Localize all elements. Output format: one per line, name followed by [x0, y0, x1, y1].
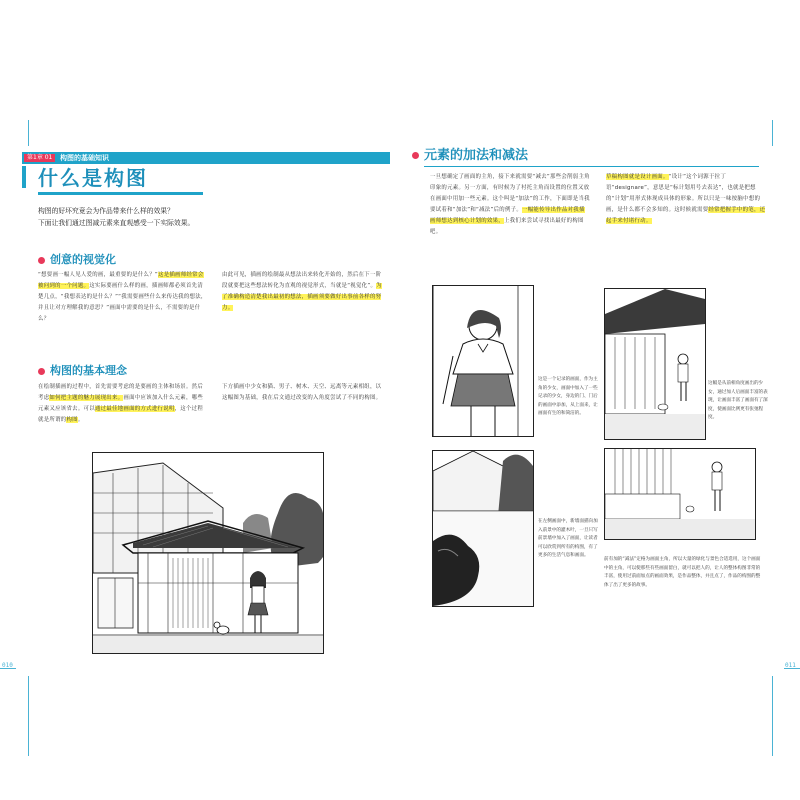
- body-text: “想要画一幅人见人爱的画，最重要的是什么？”: [38, 272, 158, 278]
- section2-col1: [38, 382, 208, 426]
- crop-mark: [28, 676, 29, 756]
- right-title-underline: [424, 166, 759, 167]
- intro-text: [38, 205, 388, 229]
- illustration-panel-d: [604, 448, 756, 540]
- highlighted-text: 草稿构图就是设计画面。: [606, 174, 669, 180]
- body-text: “设计”这个词源于拉丁语“designare”，意思是“标计划用号去表达”，也就是把想的“计划”用形式体现成具体的形象。所以只是一味按脑中想的画，是什么都不会多知的。这时候就需要: [606, 174, 761, 213]
- section-heading-label: 构图的基本理念: [50, 364, 127, 377]
- body-text: 上我们来尝试寻找出最好的构图吧。: [430, 218, 584, 235]
- girl-closeup-illustration: [433, 286, 533, 436]
- caption-a: 这是一个记录的画面，作为主角的少女，画面中加入了一些记录的少女，身边的门、门后的画面中添加，从上面来，让画面有生的和简洁的。: [538, 377, 598, 416]
- section-heading: [38, 364, 127, 378]
- street-bush-illustration: [433, 451, 533, 606]
- highlighted-text: 一幅能传导出作品对我插画师想达到核心计划的效果，: [430, 207, 585, 224]
- body-text: 在绘制插画的过程中，首先需要考虑的是要画的主体和场景。然后考虑: [38, 384, 204, 401]
- title-underline: [38, 192, 203, 195]
- illustration-panel-a: [432, 285, 534, 437]
- highlighted-text: 通过最佳地画面的方式进行说明: [94, 406, 175, 412]
- highlighted-text: 经常把握手中的笔，还起手来付诸行动。: [606, 207, 766, 224]
- illustration-panel-c: [432, 450, 534, 607]
- intro-line: 构图的好坏究竟会为作品带来什么样的效果？: [38, 207, 174, 215]
- right-col2: [606, 172, 766, 227]
- chapter-tag: 第1章 01: [24, 154, 55, 162]
- highlighted-text: 构图: [66, 417, 78, 423]
- crop-mark: [772, 676, 773, 756]
- section1-col1: [38, 270, 208, 325]
- body-text: 下方插画中少女和猫、男子、树木、天空、远离等元素相组，以这幅图为基础，我在后文通过改变的入角度尝试了不同的构图。: [222, 384, 382, 401]
- house-scene-illustration: [93, 453, 323, 653]
- right-title: 元素的加法和减法: [424, 148, 529, 163]
- bullet-icon: [38, 257, 45, 264]
- page-title: 什么是构图: [38, 166, 148, 190]
- body-text: ，这个过程就是所谓的: [38, 406, 204, 423]
- right-title-accent: [412, 152, 419, 159]
- section-heading-label: 创意的视觉化: [50, 253, 116, 266]
- body-text: 画面中应该加入什么元素，哪些元素又应该省去。可以: [38, 395, 204, 412]
- body-text: 。: [77, 417, 84, 423]
- main-illustration: [92, 452, 324, 654]
- intro-line: 下面让我们通过图减元素来直观感受一下实际效果。: [38, 219, 195, 227]
- caption-d: 前有加的“减法”定格为画面主角，所以大量的绿化与景色合适选用，这个画面中的主角，可以使那些有些画面留白，就可以把人的，让人的整体构图非常的丰富，使用过前面加点的画面效果，是作品整体，并且点了，作品的构图的整体了出了更多的故事。: [604, 557, 761, 588]
- bullet-icon: [38, 368, 45, 375]
- body-text: 由此可见，插画的绘制最从想法出来转化开始的，然后在下一阶段就要把这些想法转化为直观的视觉形式，当就是“视觉化”。: [222, 272, 382, 289]
- house-wide-illustration: [605, 449, 755, 539]
- chapter-title: 构图的基础知识: [60, 154, 109, 162]
- highlighted-text: 为了准确构造清楚我出最初的想法，插画须要做好出事前各样的努力。: [222, 283, 382, 311]
- illustration-panel-b: [604, 288, 706, 440]
- highlighted-text: 这是插画师经常会被问到的一个问题。: [38, 272, 204, 289]
- body-text: 一旦想确定了画面的主角，接下来就需要“减去”那些会削弱主角印象的元素。另一方面，有时候为了衬托主角而设置的位置又放在画面中用加一些元素。这个叫是“加法”的工作，下面即是当我要试着和“加法”和“减法”后的例子。: [430, 174, 590, 213]
- title-accent: [22, 166, 26, 188]
- section2-col2: [222, 382, 387, 404]
- section-heading: [38, 253, 116, 267]
- house-side-illustration: [605, 289, 705, 439]
- crop-mark: [28, 120, 29, 146]
- page-number: 011: [785, 662, 796, 669]
- right-col1: [430, 172, 590, 238]
- crop-mark: [772, 120, 773, 146]
- page-number: 010: [2, 662, 13, 669]
- caption-b: 这幅是从前相角度画出的少女，通过加人后画面丰富的表现，让画面丰富了画面有了深度，使画面比例更有张弛程度。: [708, 381, 768, 420]
- section1-col2: [222, 270, 387, 314]
- body-text: 这实际要画什么样的画，插画师都必须首先清楚几点，“我想表达的是什么？”“我需要画些什么来传达我的想法，并且让对方理解我的意思？”画面中需要的是什么，不需要的是什么？: [38, 283, 207, 322]
- caption-c: 在左侧画面中，新墙面描向加入前景中的灌木叶，一旦只写前景墙中加入了画面，让读者可以欣赏到所有的构图，有了更多的生活气息和画面。: [538, 519, 598, 558]
- highlighted-text: 如何把主题的魅力展现出来。: [49, 395, 124, 401]
